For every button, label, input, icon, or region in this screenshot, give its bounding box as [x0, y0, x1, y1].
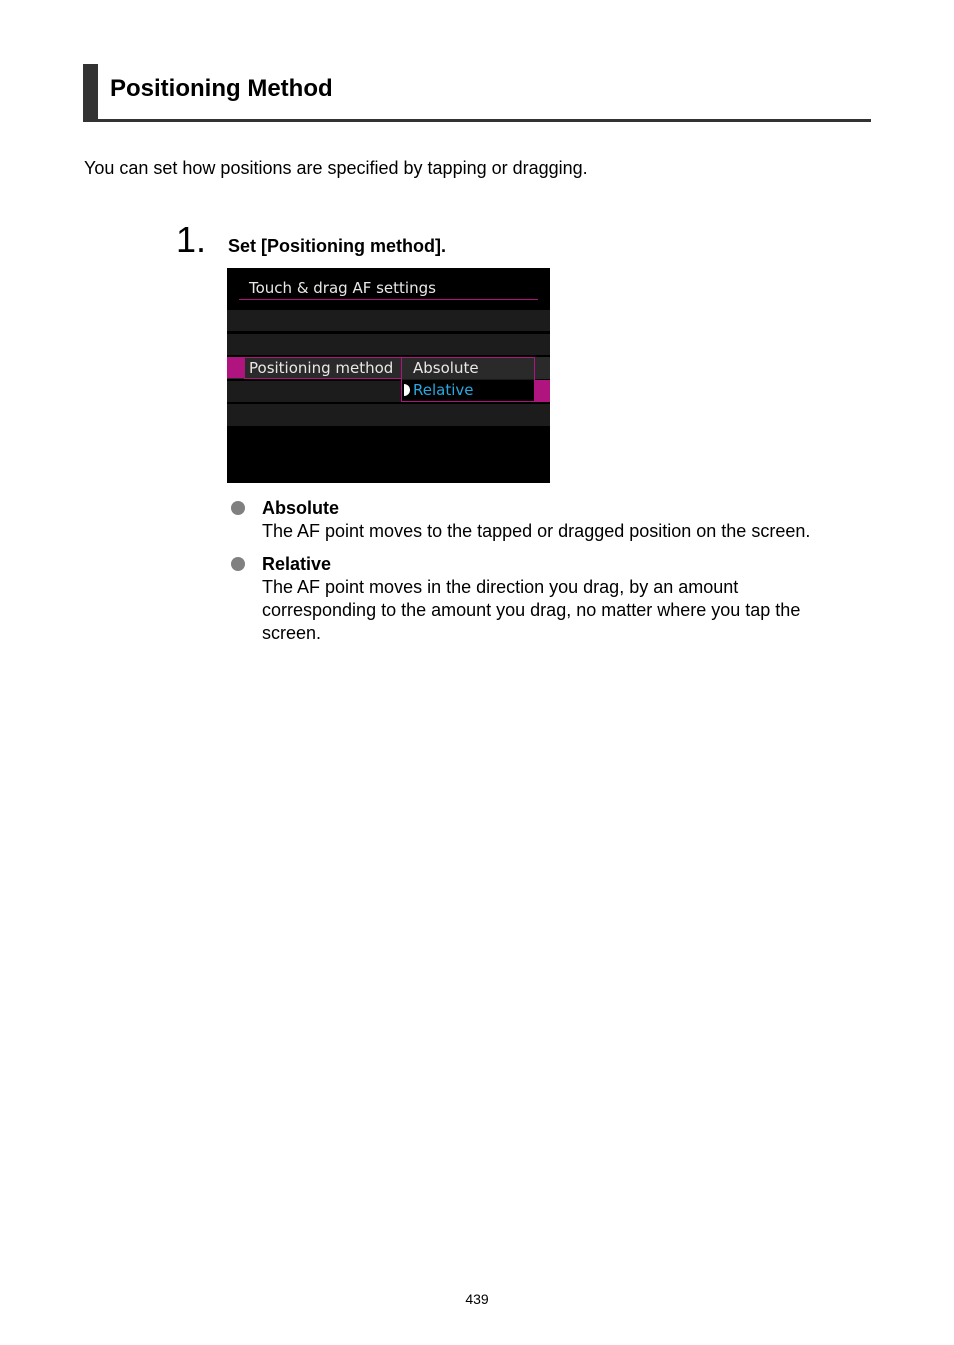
bullet-title-absolute: Absolute [262, 498, 340, 518]
menu-row-empty [227, 334, 550, 355]
heading-accent-bar [83, 64, 98, 119]
bullet-icon [231, 557, 245, 571]
positioning-method-label: Positioning method [249, 359, 394, 377]
title-underline [239, 299, 538, 300]
bullet-description-absolute: The AF point moves to the tapped or dragged position on the screen. [262, 521, 811, 541]
section-heading [83, 64, 871, 122]
camera-menu-screenshot [227, 268, 550, 483]
bullet-icon [231, 501, 245, 515]
option-absolute-label: Absolute [413, 359, 479, 377]
selection-marker-left [227, 357, 244, 378]
option-relative-label: Relative [413, 381, 474, 399]
option-absolute [402, 358, 534, 379]
menu-row-empty [227, 310, 550, 331]
page-number: 439 [465, 1291, 489, 1307]
intro-text: You can set how positions are specified by tapping or dragging. [84, 158, 588, 178]
step-instruction: Set [Positioning method]. [228, 236, 446, 256]
selection-marker-right [533, 380, 550, 402]
option-relative [402, 380, 534, 401]
positioning-method-dropdown [401, 357, 535, 402]
positioning-method-item [244, 357, 402, 379]
menu-row-empty [227, 404, 550, 426]
bullet-description-relative: The AF point moves in the direction you drag, by an amount corresponding to the amount you drag, no matter where you tap the screen. [262, 577, 801, 643]
page-title: Positioning Method [110, 75, 333, 102]
step-number: 1. [176, 219, 207, 260]
camera-menu-title: Touch & drag AF settings [249, 279, 436, 297]
selection-cursor-icon [404, 384, 410, 396]
bullet-title-relative: Relative [262, 554, 332, 574]
